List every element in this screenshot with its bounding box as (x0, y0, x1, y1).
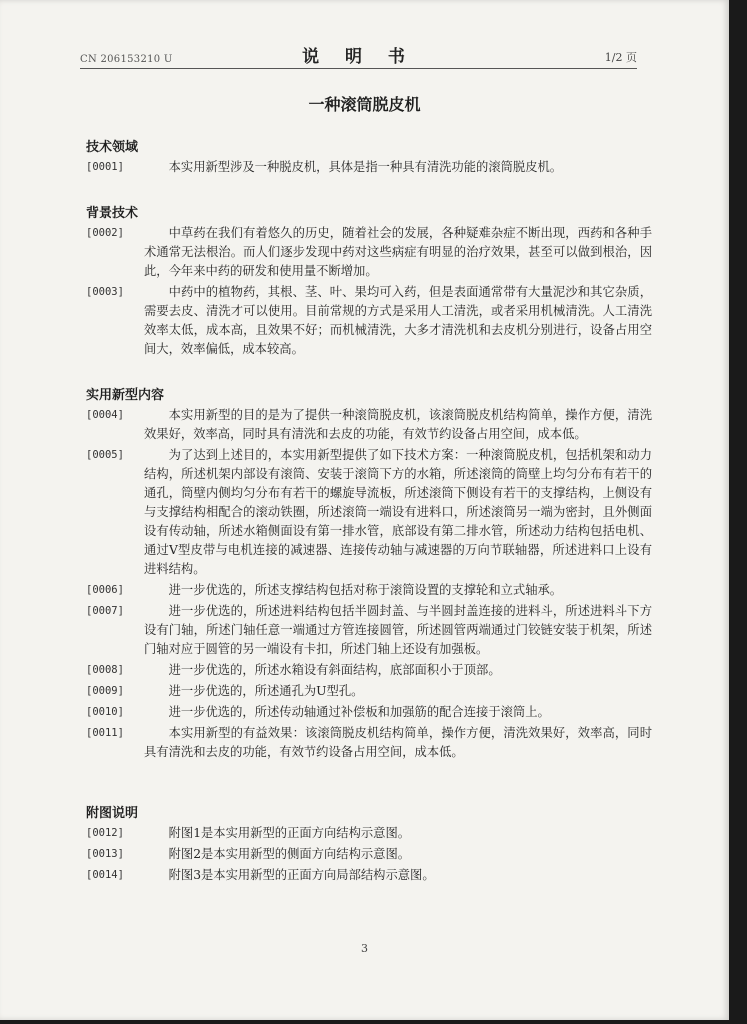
document-title: 一种滚筒脱皮机 (308, 95, 421, 114)
paragraph (86, 845, 652, 864)
page-indicator: 1/2 页 (604, 51, 637, 64)
document-body (86, 138, 652, 887)
paragraph-text: 进一步优选的，所述进料结构包括半圆封盖、与半圆封盖连接的进料斗，所述进料斗下方设有门轴，所述门轴任意一端通过方管连接圆管，所述圆管两端通过门铰链安装于机架，所述门轴对应于圆管的另一端设有卡扣，所述门轴上还设有加强板。 (144, 604, 652, 656)
paragraph-text: 附图1是本实用新型的正面方向结构示意图。 (168, 826, 411, 840)
paragraph-text: 进一步优选的，所述水箱设有斜面结构，底部面积小于顶部。 (168, 663, 501, 677)
paragraph (86, 581, 652, 600)
paragraph-number: [0007] (86, 605, 124, 617)
paragraph-number: [0001] (86, 161, 124, 173)
paragraph-text: 中草药在我们有着悠久的历史，随着社会的发展，各种疑难杂症不断出现，西药和各种手术通常无法根治。而人们逐步发现中药对这些病症有明显的治疗效果，甚至可以做到根治，因此，今年来中药的研发和使用量不断增加。 (144, 226, 652, 278)
paragraph-number: [0006] (86, 584, 124, 596)
paragraph-number: [0003] (86, 286, 124, 298)
paragraph (86, 682, 652, 701)
paragraph-text: 本实用新型的有益效果：该滚筒脱皮机结构简单，操作方便，清洗效果好，效率高，同时具有清洗和去皮的功能，有效节约设备占用空间，成本低。 (144, 726, 652, 759)
paragraph-text: 本实用新型的目的是为了提供一种滚筒脱皮机，该滚筒脱皮机结构简单，操作方便，清洗效果好，效率高，同时具有清洗和去皮的功能，有效节约设备占用空间，成本低。 (144, 408, 652, 441)
paragraph-number: [0012] (86, 827, 124, 839)
paragraph (86, 283, 652, 359)
paragraph-text: 进一步优选的，所述传动轴通过补偿板和加强筋的配合连接于滚筒上。 (168, 705, 550, 719)
section-heading: 附图说明 (86, 806, 139, 821)
paragraph-number: [0013] (86, 848, 124, 860)
paragraph-text: 中药中的植物药，其根、茎、叶、果均可入药，但是表面通常带有大量泥沙和其它杂质，需要去皮、清洗才可以使用。目前常规的方式是采用人工清洗，或者采用机械清洗。人工清洗效率太低，成本高，且效果不好；而机械清洗，大多才清洗机和去皮机分别进行，设备占用空间大，效率偏低，成本较高。 (144, 285, 652, 356)
section-heading: 技术领域 (86, 140, 139, 155)
section-heading: 实用新型内容 (86, 388, 165, 403)
paragraph (86, 724, 652, 762)
paragraph-text: 附图3是本实用新型的正面方向局部结构示意图。 (168, 868, 435, 882)
page-header (80, 42, 637, 69)
paragraph-number: [0010] (86, 706, 124, 718)
paragraph-number: [0002] (86, 227, 124, 239)
paragraph-text: 附图2是本实用新型的侧面方向结构示意图。 (168, 847, 411, 861)
paragraph-text: 进一步优选的，所述通孔为U型孔。 (168, 684, 364, 698)
paragraph (86, 866, 652, 885)
paragraph (86, 406, 652, 444)
paragraph-text: 本实用新型涉及一种脱皮机，具体是指一种具有清洗功能的滚筒脱皮机。 (168, 160, 563, 174)
paragraph (86, 602, 652, 659)
paragraph (86, 703, 652, 722)
document-type: 说 明 书 (302, 47, 415, 67)
paragraph (86, 158, 652, 177)
paragraph-number: [0009] (86, 685, 124, 697)
paragraph-text: 进一步优选的，所述支撑结构包括对称于滚筒设置的支撑轮和立式轴承。 (168, 583, 563, 597)
paragraph (86, 661, 652, 680)
paragraph-number: [0014] (86, 869, 124, 881)
page-number: 3 (361, 942, 368, 955)
paragraph-number: [0011] (86, 727, 124, 739)
paragraph-text: 为了达到上述目的，本实用新型提供了如下技术方案：一种滚筒脱皮机，包括机架和动力结构，所述机架内部设有滚筒、安装于滚筒下方的水箱，所述滚筒的筒壁上均匀分布有若干的通孔，筒壁内侧均匀分布有若干的螺旋导流板，所述滚筒下侧设有若干的支撑结构，上侧设有与支撑结构相配合的滚动铁圈，所述滚筒一端设有进料口，所述滚筒另一端为密封，且外侧面设有传动轴，所述水箱侧面设有第一排水管，底部设有第二排水管，所述动力结构包括电机、通过V型皮带与电机连接的减速器、连接传动轴与减速器的万向节联轴器，所述进料口上设有进料结构。 (144, 448, 652, 576)
paragraph-number: [0008] (86, 664, 124, 676)
patent-number: CN 206153210 U (80, 54, 173, 65)
paragraph-number: [0004] (86, 409, 124, 421)
paragraph-number: [0005] (86, 449, 124, 461)
paragraph (86, 224, 652, 281)
section-heading: 背景技术 (86, 206, 139, 221)
paragraph (86, 446, 652, 579)
paragraph (86, 824, 652, 843)
